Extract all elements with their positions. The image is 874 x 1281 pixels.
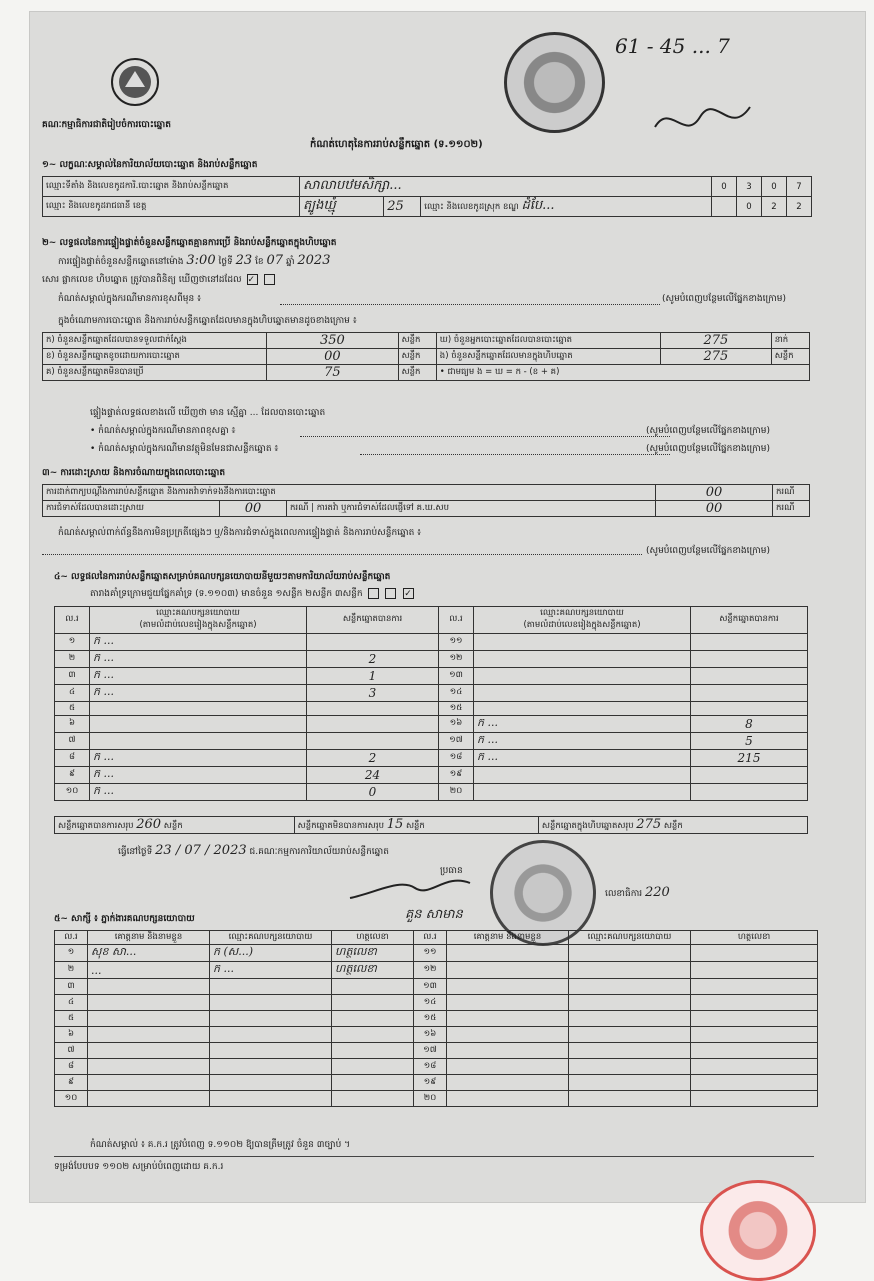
ballot-count-table (42, 332, 810, 381)
section2-heading: ២~ លទ្ធផលនៃការផ្ទៀងផ្ទាត់ចំនួនសន្លឹកឆ្នោតគ្មានការប្រើ និងរាប់សន្លឹកឆ្នោតក្នុងហិបឆ្នោត (42, 238, 337, 248)
irregularity-note: កំណត់សម្គាល់ពាក់ព័ន្ធនឹងការមិនប្រក្រតីផ្សេងៗ ឬ/និងការជំទាស់ក្នុងពេលការផ្ទៀងផ្ទាត់ និងការរាប់សន្លឹកឆ្នោត ៖ (58, 528, 422, 538)
vote-count (307, 733, 439, 750)
party-name: ក ... (90, 685, 307, 702)
section5-heading: ៥~ សាក្សី ៖ ភ្នាក់ងារគណបក្សនយោបាយ (54, 914, 195, 924)
form-footer: ទម្រង់បែបបទ ១១០២ សម្រាប់បំពេញដោយ គ.ក.រ (54, 1162, 224, 1172)
table-row: ៥ ១៥ (55, 702, 808, 716)
witness-party (210, 995, 332, 1011)
month-label: ខែ (255, 257, 264, 267)
unused-ballots: 75 (267, 365, 398, 381)
table-row: ១ ក ... ១១ (55, 634, 808, 651)
section3-heading: ៣~ ការដោះស្រាយ និងការចំណាយក្នុងពេលបោះឆ្នោត (42, 468, 226, 478)
complaints-count: 00 (656, 485, 773, 501)
code-digit: 0 (737, 197, 762, 217)
intro-text: ការផ្ទៀងផ្ទាត់ចំនួនសន្លឹកឆ្នោតនៅម៉ោង (58, 257, 184, 267)
district-label: ឈ្មោះ និងលេខកូដស្រុក ខណ្ឌ (424, 202, 519, 212)
year-label: ឆ្នាំ (285, 257, 295, 267)
table-row: ៦ ១៦ (55, 1027, 818, 1043)
vote-count: 1 (307, 668, 439, 685)
verification-line: ផ្ទៀងផ្ទាត់លទ្ធផលខាងលើ ឃើញថា មាន ស្មើគ្នា ... ដែលបានបោះឆ្នោត (90, 408, 326, 418)
witness-name: សុខ សា... (88, 945, 210, 962)
province-value: ត្បូងឃ្មុំ (300, 197, 384, 217)
witness-signature (332, 1011, 414, 1027)
spoiled-ballots: 00 (267, 349, 398, 365)
table-row: ការជំទាស់ដែលបានដោះស្រាយ 00 ករណី | ការតវ៉ា ឬការជំទាស់ដែលផ្ញើទៅ គ.ឃ.សប 00 ករណី (43, 501, 810, 517)
party-name (90, 733, 307, 750)
witness-party: ក ... (210, 962, 332, 979)
checkbox-different[interactable] (264, 274, 275, 285)
vote-count: 0 (307, 784, 439, 801)
witness-name (88, 1059, 210, 1075)
witness-party (210, 1027, 332, 1043)
fill-note: (សូមបំពេញបន្ថែមលើផ្នែកខាងក្រោម) (646, 426, 770, 436)
province-label: ឈ្មោះ និងលេខកូដរាជធានី ខេត្ត (43, 197, 300, 217)
party-name (474, 767, 691, 784)
table-row: ៥ ១៥ (55, 1011, 818, 1027)
witness-signature (332, 995, 414, 1011)
secretary-value: 220 (645, 885, 670, 900)
site-value: សាលាបឋមសិក្សា... (300, 177, 712, 197)
vote-count: 2 (307, 651, 439, 668)
vote-count: 2 (307, 750, 439, 767)
table-row: ការដាក់ពាក្យបណ្តឹងការរាប់សន្លឹកឆ្នោត និងការតវ៉ាទាក់ទងនឹងការបោះឆ្នោត 00 ករណី (43, 485, 810, 501)
complaints-table (42, 484, 810, 517)
table-row: ៧ ១៧ ក ... 5 (55, 733, 808, 750)
witness-name: ... (88, 962, 210, 979)
foreign-object-note: • កំណត់សម្គាល់ក្នុងករណីមានវត្ថុមិនមែនជាសន្លឹកឆ្នោត ៖ (90, 444, 279, 454)
table-row: ១ សុខ សា... ក (ស...) ហត្ថលេខា ១១ (55, 945, 818, 962)
results-table: ល.រ ឈ្មោះគណបក្សនយោបាយ (តាមលំដាប់លេខរៀងក្នុងសន្លឹកឆ្នោត) សន្លឹកឆ្នោតបានការ ល.រ ឈ្មោះគណបក្សនយោបាយ (តាមលំដាប់លេខរៀងក្នុងសន្លឹកឆ្នោត) សន្លឹកឆ្នោតបានការ ១ ក ... ១១ ២ ក ... 2 ១២ ៣ ក ... 1 ១៣ ៤ ក ... 3 ១៤ ៥ ១៥ ៦ ១៦ ក ... 8 ៧ ១៧ ក ... 5 ៨ ក ... 2 ១៨ ក ... 215 ៩ ក ... 24 ១៩ ១០ ក ... 0 ២០ (54, 606, 808, 801)
day-label: ថ្ងៃទី (218, 257, 233, 267)
vote-count: 5 (691, 733, 808, 750)
witness-name (88, 1075, 210, 1091)
party-name (474, 685, 691, 702)
code-digit: 3 (737, 177, 762, 197)
witness-signature: ហត្ថលេខា (332, 962, 414, 979)
site-label: ឈ្មោះទីតាំង និងលេខកូដការិ.បោះឆ្នោត និងរាប់សន្លឹកឆ្នោត (43, 177, 300, 197)
section1-heading: ១~ លក្ខណៈសម្គាល់នៃការិយាល័យបោះឆ្នោត និងរាប់សន្លឹកឆ្នោត (42, 160, 258, 170)
witness-name (88, 1011, 210, 1027)
table-row: ២ ក ... 2 ១២ (55, 651, 808, 668)
party-name (474, 784, 691, 801)
witness-party (210, 979, 332, 995)
witness-signature (332, 1075, 414, 1091)
party-name: ក ... (90, 784, 307, 801)
date-value: 23 / 07 / 2023 (155, 843, 247, 858)
secretary-label: លេខាធិការ (605, 889, 643, 899)
table-row: ៩ ១៩ (55, 1075, 818, 1091)
code-digit: 7 (787, 177, 812, 197)
nec-emblem-icon (110, 57, 160, 107)
vote-count (691, 668, 808, 685)
vote-count (307, 702, 439, 716)
party-name: ក ... (90, 767, 307, 784)
form-title: កំណត់ហេតុនៃការរាប់សន្លឹកឆ្នោត (ទ.១១០២) (310, 139, 483, 150)
resolved-count: 00 (220, 501, 287, 517)
chair-name: គួន សាមាន (405, 907, 463, 922)
witness-table: ល.រ គោត្តនាម និងនាមខ្លួន ឈ្មោះគណបក្សនយោបាយ ហត្ថលេខា ល.រ គោត្តនាម និងនាមខ្លួន ឈ្មោះគណបក្សនយោបាយ ហត្ថលេខា ១ សុខ សា... ក (ស...) ហត្ថលេខា ១១ ២ ... ក ... ហត្ថលេខា ១២ ៣ ១៣ ៤ ១៤ ៥ ១៥ ៦ ១៦ ៧ ១៧ ៨ ១៨ ៩ ១៩ ១០ ២០ (54, 930, 818, 1107)
table-row: ៤ ក ... 3 ១៤ (55, 685, 808, 702)
vote-count: 8 (691, 716, 808, 733)
vote-count (307, 634, 439, 651)
totals-table: សន្លឹកឆ្នោតបានការសរុប 260 សន្លឹក សន្លឹកឆ្នោតមិនបានការសរុប 15 សន្លឹក សន្លឹកឆ្នោតក្នុងហិបឆ្នោតសរុប 275 សន្លឹក (54, 816, 808, 834)
checkbox-same[interactable]: ✓ (247, 274, 258, 285)
vote-count (691, 634, 808, 651)
document-page (30, 12, 865, 1202)
witness-party (210, 1059, 332, 1075)
party-name (90, 702, 307, 716)
table-row: ៨ ១៨ (55, 1059, 818, 1075)
witness-signature (332, 1027, 414, 1043)
attachment-note: តារាងគាំទ្រក្រោមជួយផ្នែកគាំទ្រ (ទ.១១០៣) មានចំនួន ១សន្លឹក ២សន្លឹក ៣សន្លឹក (90, 589, 363, 599)
party-name (90, 716, 307, 733)
table-row: ៩ ក ... 24 ១៩ (55, 767, 808, 784)
witness-signature: ហត្ថលេខា (332, 945, 414, 962)
intro-note: កំណត់សម្គាល់ក្នុងករណីមានការខុសពីមុន ៖ (58, 294, 202, 304)
top-handwritten-number: 61 - 45 ... 7 (615, 34, 730, 58)
sign-caption: ជ.គណៈកម្មការការិយាល័យរាប់សន្លឹកឆ្នោត (249, 847, 389, 857)
top-signature (650, 97, 760, 151)
invalid-total: 15 (386, 817, 404, 832)
box-total: 275 (636, 817, 662, 832)
witness-party: ក (ស...) (210, 945, 332, 962)
vote-count: 24 (307, 767, 439, 784)
party-name (474, 668, 691, 685)
code-digit: 0 (712, 177, 737, 197)
checkbox-2-sheets[interactable] (385, 588, 396, 599)
red-official-stamp (700, 1180, 816, 1281)
table-row: ៤ ១៤ (55, 995, 818, 1011)
discrepancy-note: • កំណត់សម្គាល់ក្នុងករណីមានភាពខុសគ្នា ៖ (90, 426, 236, 436)
vote-count (691, 685, 808, 702)
intro-text: សោរ ផ្លាកលេខ ហិបឆ្នោត ត្រូវបានពិនិត្យ ឃើញថានៅដដែល (42, 275, 242, 285)
table-row: ខ) ចំនួនសន្លឹកឆ្នោតខូចដោយការបោះឆ្នោត 00 សន្លឹក ង) ចំនួនសន្លឹកឆ្នោតដែលមានក្នុងហិបឆ្នោត 275 សន្លឹក (43, 349, 810, 365)
witness-party (210, 1075, 332, 1091)
witness-name (88, 1091, 210, 1107)
code-digit: 2 (787, 197, 812, 217)
province-code: 25 (384, 197, 421, 217)
witness-name (88, 995, 210, 1011)
vote-count (691, 784, 808, 801)
code-digit: 2 (762, 197, 787, 217)
witness-signature (332, 1043, 414, 1059)
vote-count (307, 716, 439, 733)
org-name: គណៈកម្មាធិការជាតិរៀបចំការបោះឆ្នោត (42, 120, 171, 130)
official-stamp-top (504, 32, 605, 133)
vote-count (691, 767, 808, 784)
witness-name (88, 1043, 210, 1059)
vote-count: 3 (307, 685, 439, 702)
witness-signature (332, 1059, 414, 1075)
date-label: ធ្វើនៅថ្ងៃទី (118, 847, 153, 857)
voters-count: 275 (661, 333, 772, 349)
table-row: ២ ... ក ... ហត្ថលេខា ១២ (55, 962, 818, 979)
party-name: ក ... (474, 750, 691, 767)
table-row: គ) ចំនួនសន្លឹកឆ្នោតមិនបានប្រើ 75 សន្លឹក • ជាមធ្យម ង = ឃ = ក - (ខ + គ) (43, 365, 810, 381)
checkbox-3-sheets[interactable]: ✓ (403, 588, 414, 599)
vote-count (691, 702, 808, 716)
month-value: 07 (266, 253, 284, 268)
valid-total: 260 (136, 817, 162, 832)
witness-party (210, 1011, 332, 1027)
witness-name (88, 1027, 210, 1043)
district-value: ដំបែ... (521, 198, 555, 213)
party-name: ក ... (90, 750, 307, 767)
party-name (474, 651, 691, 668)
day-value: 23 (235, 253, 253, 268)
party-name: ក ... (90, 668, 307, 685)
table-row: ១០ ក ... 0 ២០ (55, 784, 808, 801)
fill-note: (សូមបំពេញបន្ថែមលើផ្នែកខាងក្រោម) (646, 546, 770, 556)
party-name: ក ... (474, 733, 691, 750)
witness-signature (332, 979, 414, 995)
table-row: ៨ ក ... 2 ១៨ ក ... 215 (55, 750, 808, 767)
code-digit: 0 (762, 177, 787, 197)
party-name (474, 702, 691, 716)
witness-party (210, 1091, 332, 1107)
party-name: ក ... (90, 634, 307, 651)
table-row: ៣ ក ... 1 ១៣ (55, 668, 808, 685)
witness-party (210, 1043, 332, 1059)
party-name: ក ... (474, 716, 691, 733)
box-ballots: 275 (661, 349, 772, 365)
checkbox-1-sheet[interactable] (368, 588, 379, 599)
received-ballots: 350 (267, 333, 398, 349)
section4-heading: ៤~ លទ្ធផលនៃការរាប់សន្លឹកឆ្នោតសម្រាប់គណបក្សនយោបាយនីមួយៗតាមការិយាល័យរាប់សន្លឹកឆ្នោត (54, 572, 391, 582)
table-row: ៣ ១៣ (55, 979, 818, 995)
table-row: ៦ ១៦ ក ... 8 (55, 716, 808, 733)
section1-table (42, 176, 812, 217)
party-name (474, 634, 691, 651)
party-name: ក ... (90, 651, 307, 668)
table-row: ក) ចំនួនសន្លឹកឆ្នោតដែលបានទទួលជាក់ស្តែង 350 សន្លឹក ឃ) ចំនួនអ្នកបោះឆ្នោតដែលបានបោះឆ្នោត 275 នាក់ (43, 333, 810, 349)
table-row: ១០ ២០ (55, 1091, 818, 1107)
table-intro: ក្នុងចំណោមការបោះឆ្នោត និងការរាប់សន្លឹកឆ្នោតដែលមានក្នុងហិបឆ្នោតមានដូចខាងក្រោម ៖ (58, 316, 357, 326)
witness-name (88, 979, 210, 995)
vote-count (691, 651, 808, 668)
fill-note: (សូមបំពេញបន្ថែមលើផ្នែកខាងក្រោម) (662, 294, 786, 304)
time-value: 3:00 (186, 253, 216, 268)
year-value: 2023 (297, 253, 331, 268)
vote-count: 215 (691, 750, 808, 767)
chair-label: ប្រធាន (440, 866, 463, 876)
witness-footnote: កំណត់សម្គាល់ ៖ គ.ក.រ ត្រូវបំពេញ ទ.១១០២ ឱ្យបានត្រឹមត្រូវ ចំនួន ៣ច្បាប់ ។ (90, 1140, 351, 1150)
table-row: ៧ ១៧ (55, 1043, 818, 1059)
witness-signature (332, 1091, 414, 1107)
forwarded-count: 00 (656, 501, 773, 517)
fill-note: (សូមបំពេញបន្ថែមលើផ្នែកខាងក្រោម) (646, 444, 770, 454)
